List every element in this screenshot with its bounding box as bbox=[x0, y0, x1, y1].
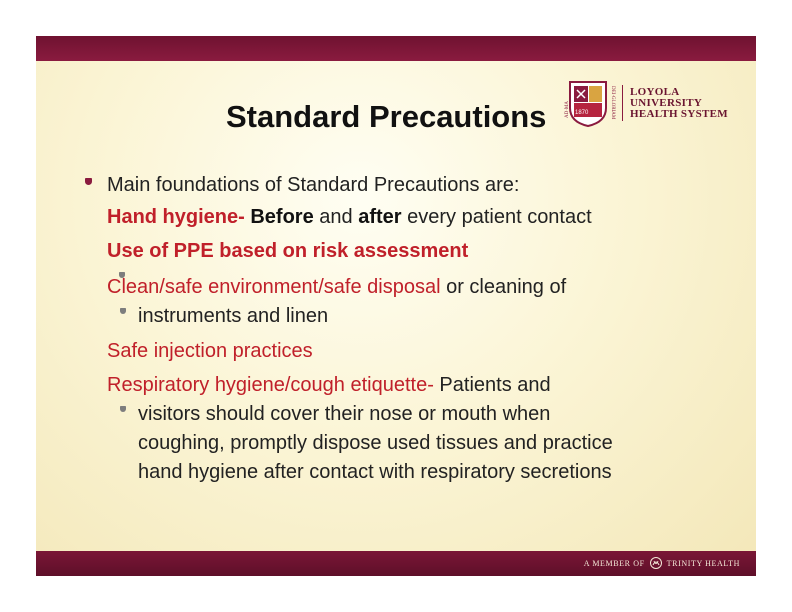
logo-line-3: HEALTH SYSTEM bbox=[630, 107, 728, 120]
bullet-injection: Safe injection practices bbox=[107, 340, 313, 362]
environment-rest: or cleaning of bbox=[440, 276, 567, 298]
footer-prefix: A MEMBER OF bbox=[583, 558, 645, 568]
bullet-ppe: Use of PPE based on risk assessment bbox=[107, 240, 469, 262]
bullet-respiratory bbox=[107, 374, 551, 397]
top-maroon-bar bbox=[36, 36, 756, 61]
slide bbox=[36, 36, 756, 576]
seal-motto-left: AD·MA bbox=[565, 101, 570, 118]
respiratory-continuation-1: visitors should cover their nose or mouth when bbox=[138, 403, 551, 425]
footer-org: TRINITY HEALTH bbox=[666, 558, 740, 568]
trinity-health-icon bbox=[650, 557, 662, 569]
respiratory-continuation-3: hand hygiene after contact with respiratory secretions bbox=[138, 461, 612, 483]
slide-title: Standard Precautions bbox=[226, 99, 547, 134]
hand-hygiene-and: and bbox=[313, 206, 359, 228]
bottom-maroon-bar bbox=[36, 551, 756, 576]
hand-hygiene-before: Before bbox=[250, 206, 314, 228]
bullet-environment bbox=[107, 276, 566, 299]
logo-line-1: LOYOLA bbox=[630, 85, 680, 98]
sub-bullet-marker-icon bbox=[120, 406, 126, 412]
sub-bullet-marker-icon bbox=[120, 308, 126, 314]
environment-term: Clean/safe environment/safe disposal bbox=[107, 276, 441, 298]
respiratory-term: Respiratory hygiene/cough etiquette- bbox=[107, 374, 434, 396]
logo-divider bbox=[622, 85, 623, 121]
footer-membership bbox=[584, 557, 740, 569]
logo-line-2: UNIVERSITY bbox=[630, 96, 703, 109]
respiratory-rest: Patients and bbox=[433, 374, 551, 396]
bullet-hand-hygiene bbox=[107, 206, 592, 229]
respiratory-continuation-2: coughing, promptly dispose used tissues and practice bbox=[138, 432, 613, 454]
hand-hygiene-term: Hand hygiene- bbox=[107, 206, 245, 228]
bullet-intro: Main foundations of Standard Precautions are: bbox=[107, 174, 520, 196]
bullet-marker-icon bbox=[85, 178, 92, 185]
hand-hygiene-rest: every patient contact bbox=[401, 206, 592, 228]
hand-hygiene-after: after bbox=[358, 206, 402, 228]
seal-motto-right: DEI·GLORIAM bbox=[610, 86, 615, 120]
university-seal-icon bbox=[566, 78, 620, 128]
seal-year: 1870 bbox=[575, 110, 589, 116]
environment-continuation: instruments and linen bbox=[138, 305, 329, 327]
loyola-logo bbox=[566, 78, 728, 128]
logo-wordmark bbox=[630, 87, 728, 120]
